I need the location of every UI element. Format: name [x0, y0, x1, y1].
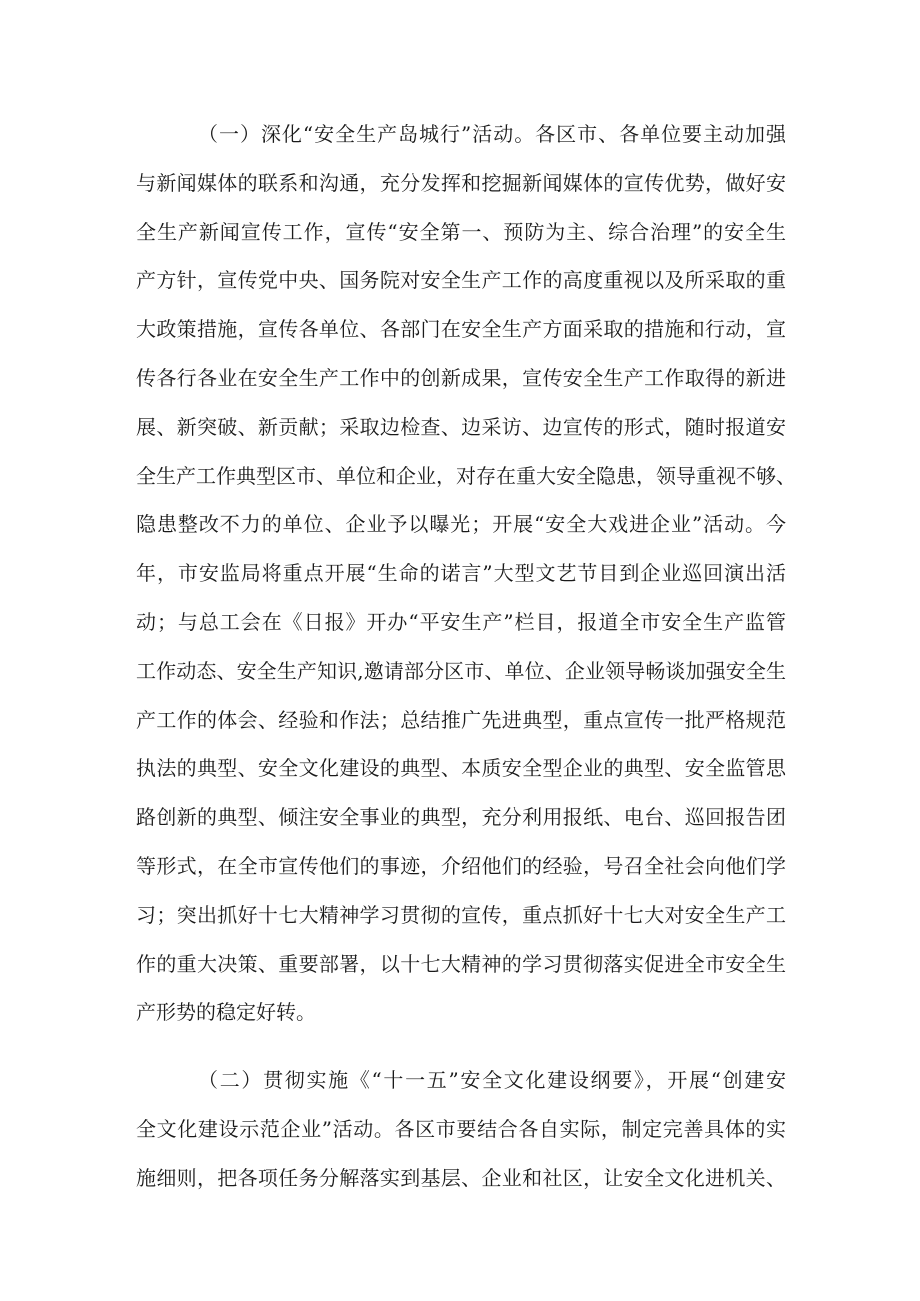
paragraph-line: 习；突出抓好十七大精神学习贯彻的宣传，重点抓好十七大对安全生产工 — [136, 902, 786, 927]
paragraph-line: （二）贯彻实施《“十一五”安全文化建设纲要》，开展“创建安 — [198, 1068, 786, 1093]
paragraph-line: 年，市安监局将重点开展“生命的诺言”大型文艺节目到企业巡回演出活 — [136, 561, 786, 586]
paragraph-line: 大政策措施，宣传各单位、各部门在安全生产方面采取的措施和行动，宣 — [136, 317, 786, 342]
paragraph-line: 作的重大决策、重要部署，以十七大精神的学习贯彻落实促进全市安全生 — [136, 951, 786, 976]
paragraph-line: 产方针，宣传党中央、国务院对安全生产工作的高度重视以及所采取的重 — [136, 268, 786, 293]
paragraph-line: 等形式，在全市宣传他们的事迹，介绍他们的经验，号召全社会向他们学 — [136, 853, 786, 878]
paragraph-line: 全生产工作典型区市、单位和企业，对存在重大安全隐患，领导重视不够、 — [136, 463, 796, 488]
paragraph-line: 全文化建设示范企业”活动。各区市要结合各自实际，制定完善具体的实 — [136, 1116, 786, 1141]
paragraph-line: 展、新突破、新贡献；采取边检查、边采访、边宣传的形式，随时报道安 — [136, 414, 786, 439]
document-body — [136, 110, 796, 1203]
paragraph-2 — [136, 1056, 786, 1202]
paragraph-line: 传各行各业在安全生产工作中的创新成果，宣传安全生产工作取得的新进 — [136, 365, 786, 390]
paragraph-line: 工作动态、安全生产知识,邀请部分区市、单位、企业领导畅谈加强安全生 — [136, 658, 786, 683]
paragraph-line: 动；与总工会在《日报》开办“平安生产”栏目，报道全市安全生产监管 — [136, 609, 786, 634]
paragraph-1 — [136, 110, 796, 1037]
paragraph-line: 产工作的体会、经验和作法；总结推广先进典型，重点宣传一批严格规范 — [136, 707, 786, 732]
paragraph-line: 与新闻媒体的联系和沟通，充分发挥和挖掘新闻媒体的宣传优势，做好安 — [136, 170, 786, 195]
paragraph-line: 路创新的典型、倾注安全事业的典型，充分利用报纸、电台、巡回报告团 — [136, 805, 786, 830]
paragraph-spacer — [136, 1037, 786, 1056]
paragraph-line: （一）深化“安全生产岛城行”活动。各区市、各单位要主动加强 — [198, 122, 786, 146]
paragraph-line: 施细则，把各项任务分解落实到基层、企业和社区，让安全文化进机关、 — [136, 1165, 786, 1190]
paragraph-line: 执法的典型、安全文化建设的典型、本质安全型企业的典型、安全监管思 — [136, 756, 786, 781]
paragraph-line: 隐患整改不力的单位、企业予以曝光；开展“安全大戏进企业”活动。今 — [136, 512, 786, 537]
paragraph-line: 全生产新闻宣传工作，宣传“安全第一、预防为主、综合治理”的安全生 — [136, 219, 786, 244]
paragraph-line: 产形势的稳定好转。 — [136, 1000, 316, 1025]
